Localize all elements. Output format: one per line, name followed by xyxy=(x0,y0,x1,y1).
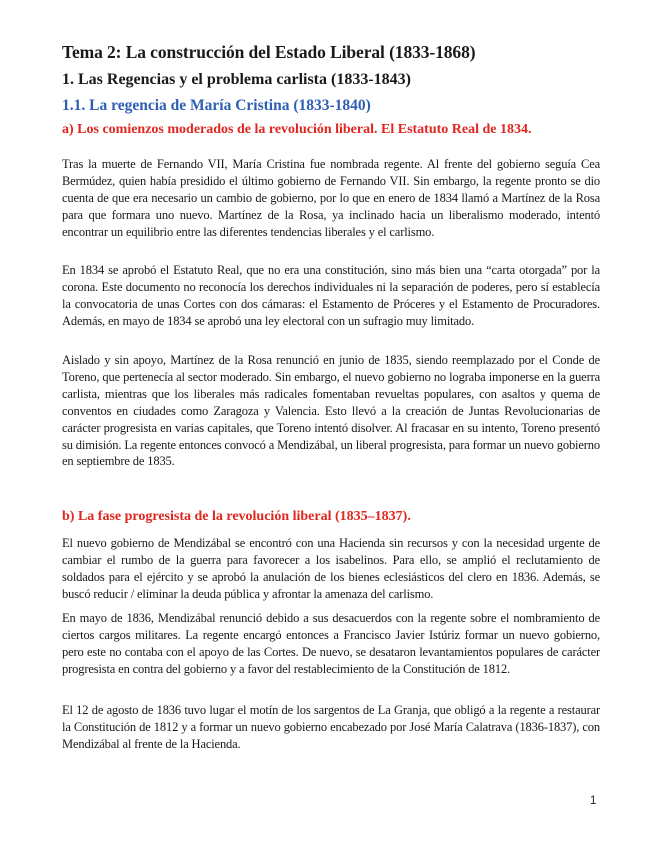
page-number: 1 xyxy=(590,795,597,807)
part-b-heading: b) La fase progresista de la revolución liberal (1835–1837). xyxy=(62,509,411,524)
paragraph-6: El 12 de agosto de 1836 tuvo lugar el motín de los sargentos de La Granja, que obligó a la regente a restaurar la Constitución de 1812 y a formar un nuevo gobierno encabezado por José María Calatrava (1836-1837), con Mendizábal al frente de la Hacienda. xyxy=(62,703,600,751)
part-a-heading: a) Los comienzos moderados de la revolución liberal. El Estatuto Real de 1834. xyxy=(62,122,532,137)
paragraph-4: El nuevo gobierno de Mendizábal se encontró con una Hacienda sin recursos y con la necesidad urgente de cambiar el rumbo de la guerra para favorecer a los isabelinos. Para ello, se amplió el reclutamiento de soldados para el ejército y se aprobó la anulación de los bienes eclesiásticos del clero en 1836. Además, se buscó reducir / eliminar la deuda pública y afrontar la amenaza del carlismo. xyxy=(62,536,600,601)
section-heading: 1. Las Regencias y el problema carlista (1833-1843) xyxy=(62,71,411,88)
paragraph-2: En 1834 se aprobó el Estatuto Real, que no era una constitución, sino más bien una “carta otorgada” por la corona. Este documento no reconocía los derechos individuales ni la separación de poderes, pero sí establecía la convocatoria de unas Cortes con dos cámaras: el Estamento de Próceres y el Estamento de Procuradores. Además, en mayo de 1834 se aprobó una ley electoral con un sufragio muy limitado. xyxy=(62,263,600,328)
document-title: Tema 2: La construcción del Estado Liberal (1833-1868) xyxy=(62,42,476,62)
paragraph-5: En mayo de 1836, Mendizábal renunció debido a sus desacuerdos con la regente sobre el nombramiento de ciertos cargos militares. La regente encargó entonces a Francisco Javier Istúriz formar un nuevo gobierno, pero este no contaba con el apoyo de las Cortes. De nuevo, se desataron levantamientos populares de carácter progresista en contra del gobierno y a favor del restablecimiento de la Constitución de 1812. xyxy=(62,611,600,676)
subsection-heading: 1.1. La regencia de María Cristina (1833-1840) xyxy=(62,97,371,114)
paragraph-1: Tras la muerte de Fernando VII, María Cristina fue nombrada regente. Al frente del gobierno seguía Cea Bermúdez, quien había presidido el último gobierno de Fernando VII. Sin embargo, la regente pronto se dio cuenta de que era necesario un cambio de gobierno, por lo que en enero de 1834 llamó a Martínez de la Rosa para que formara uno nuevo. Martínez de la Rosa, ya inclinado hacia un liberalismo moderado, intentó encontrar un equilibrio entre las diferentes tendencias liberales y el carlismo. xyxy=(62,157,600,239)
paragraph-3: Aislado y sin apoyo, Martínez de la Rosa renunció en junio de 1835, siendo reemplazado por el Conde de Toreno, que pertenecía al sector moderado. Sin embargo, el nuevo gobierno no lograba imponerse en la guerra carlista, mientras que los liberales más radicales fomentaban revueltas populares, con asaltos y quema de conventos en ciudades como Zaragoza y Valencia. Esto llevó a la creación de Juntas Revolucionarias de carácter progresista en varias capitales, que Toreno intentó disolver. Al fracasar en su intento, Toreno presentó su dimisión. La regente entonces convocó a Mendizábal, un liberal progresista, para formar un nuevo gobierno en septiembre de 1835. xyxy=(62,353,600,469)
